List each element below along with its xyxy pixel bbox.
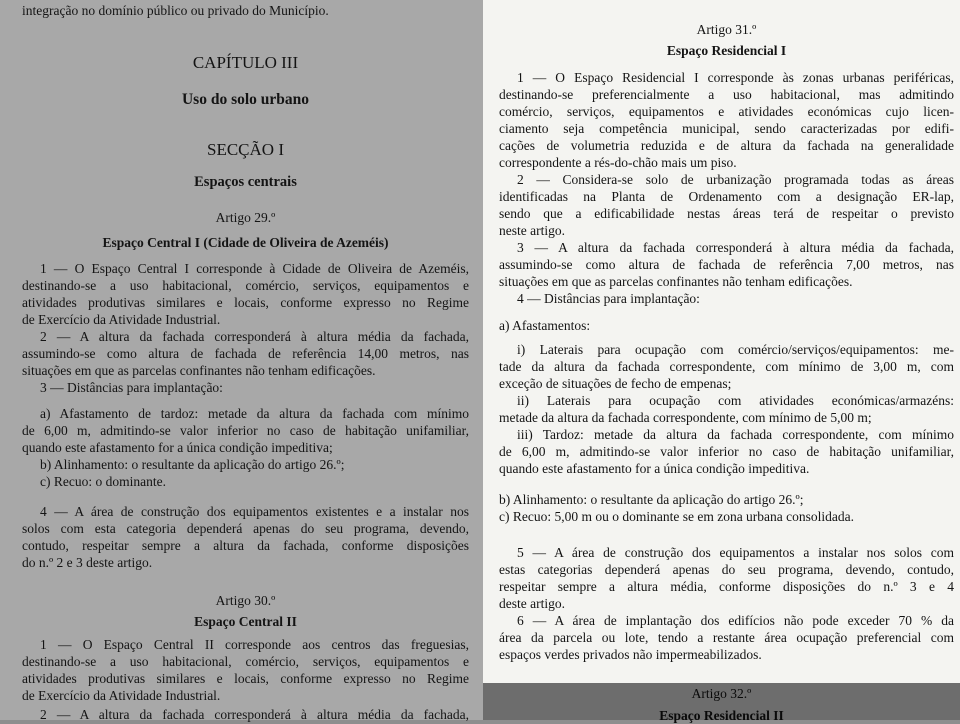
art29-p4-line: 4 — A área de construção dos equipamentos existentes e a instalar nos [40, 504, 469, 519]
right-bottom-strip [483, 683, 960, 723]
art31-p5-line: respeitar sempre a altura média, conforme disposições do n.º 3 e 4 [499, 579, 954, 594]
art31-i-line: exceção de situações de fecho de empenas; [499, 376, 732, 391]
art29-p1-line: atividades produtivas similares e locais, conforme expresso no Regime [22, 295, 469, 310]
art29-p4-line: do n.º 2 e 3 deste artigo. [22, 555, 153, 570]
article-32-label: Artigo 32.º [691, 686, 752, 701]
art31-b: b) Alinhamento: o resultante da aplicação do artigo 26.º; [499, 492, 804, 507]
art31-p1-line: correspondente a rés-do-chão mais um piso. [499, 155, 737, 170]
article-31-title: Espaço Residencial I [666, 43, 787, 58]
art29-a-line: de 6,00 m, admitindo-se valor inferior no caso de habitação unifamiliar, [22, 423, 469, 438]
art31-p1-line: destinando-se preferencialmente a uso habitacional, mas admitindo [499, 87, 954, 102]
art30-p2-line: 2 — A altura da fachada corresponderá à altura média da fachada, [40, 707, 469, 722]
art31-p3-line: assumindo-se como altura de fachada de referência 7,00 metros, nas [499, 257, 954, 272]
art29-p4-line: solos com esta categoria dependerá apenas do seu programa, devendo, [22, 521, 469, 536]
art31-iii-line: iii) Tardoz: metade da altura da fachada correspondente, com mínimo [517, 427, 954, 442]
art31-i-line: tade da altura da fachada correspondente, com mínimo de 3,00 m, com [499, 359, 954, 374]
art31-p2-line: identificadas na Planta de Ordenamento com a designação ER-lap, [499, 189, 954, 204]
article-32-title: Espaço Residencial II [659, 708, 784, 723]
chapter-title: Uso do solo urbano [181, 91, 310, 108]
art30-p1-line: 1 — O Espaço Central II corresponde aos centros das freguesias, [40, 637, 469, 652]
right-page [483, 0, 960, 683]
art31-iii-line: quando este afastamento for a única condição impeditiva. [499, 461, 810, 476]
art31-ii-line: ii) Laterais para ocupação com atividades económicas/armazéns: [517, 393, 954, 408]
art31-p5-line: 5 — A área de construção dos equipamentos a instalar nos solos com [517, 545, 954, 560]
art31-i-line: i) Laterais para ocupação com comércio/serviços/equipamentos: me- [517, 342, 954, 357]
chapter-heading: CAPÍTULO III [192, 53, 299, 72]
art29-p2-line: situações em que as parcelas confinantes não tenham edificações. [22, 363, 376, 378]
art31-p6-line: 6 — A área de implantação dos edifícios não pode exceder 70 % da [517, 613, 954, 628]
article-30-title: Espaço Central II [194, 614, 297, 629]
article-31-label: Artigo 31.º [696, 22, 757, 37]
art30-p1-line: atividades produtivas similares e locais, conforme expresso no Regime [22, 671, 469, 686]
section-heading: SECÇÃO I [207, 140, 284, 159]
article-29-label: Artigo 29.º [215, 210, 276, 225]
art31-iii-line: de 6,00 m, admitindo-se valor inferior no caso de habitação unifamiliar, [499, 444, 954, 459]
art29-p2-line: assumindo-se como altura de fachada de referência 14,00 metros, nas [22, 346, 469, 361]
art29-p1-line: 1 — O Espaço Central I corresponde à Cidade de Oliveira de Azeméis, [40, 261, 469, 276]
art29-p1-line: de Exercício da Atividade Industrial. [22, 312, 221, 327]
art29-p1-line: destinando-se a uso habitacional, comércio, serviços, equipamentos e [22, 278, 469, 293]
art29-c: c) Recuo: o dominante. [40, 474, 166, 489]
art31-p2-line: 2 — Considera-se solo de urbanização programada todas as áreas [517, 172, 954, 187]
art29-b: b) Alinhamento: o resultante da aplicação do artigo 26.º; [40, 457, 345, 472]
art30-p1-line: de Exercício da Atividade Industrial. [22, 688, 221, 703]
art31-p4: 4 — Distâncias para implantação: [517, 291, 700, 306]
art31-p5-line: deste artigo. [499, 596, 565, 611]
art29-p4-line: contudo, respeitar sempre a altura da fachada, conforme disposições [22, 538, 469, 553]
art31-p2-line: sendo que a edificabilidade nestas áreas terá de respeitar o previsto [499, 206, 954, 221]
art31-c: c) Recuo: 5,00 m ou o dominante se em zona urbana consolidada. [499, 509, 855, 524]
art31-p1-line: cações de volumetria reduzida e de altura da fachada na generalidade [499, 138, 954, 153]
art31-p3-line: 3 — A altura da fachada corresponderá à altura média da fachada, [517, 240, 954, 255]
art31-p3-line: situações em que as parcelas confinantes não tenham edificações. [499, 274, 853, 289]
art31-ii-line: metade da altura da fachada correspondente, com mínimo de 5,00 m; [499, 410, 872, 425]
art29-p3: 3 — Distâncias para implantação: [40, 380, 223, 395]
art29-a-line: quando este afastamento for a única condição impeditiva; [22, 440, 333, 455]
article-29-title: Espaço Central I (Cidade de Oliveira de Azeméis) [102, 235, 389, 250]
art31-p1-line: comércio, serviços, equipamentos e atividades económicas cujo licen- [499, 104, 954, 119]
art31-a: a) Afastamentos: [499, 318, 591, 333]
art29-a-line: a) Afastamento de tardoz: metade da altura da fachada com mínimo [40, 406, 469, 421]
article-30-label: Artigo 30.º [215, 593, 276, 608]
art31-p2-line: neste artigo. [499, 223, 565, 238]
art31-p6-line: área da parcela ou lote, tendo a restante área ocupação preferencial com [499, 630, 954, 645]
art31-p5-line: estas categorias dependerá apenas do seu programa, devendo, contudo, [499, 562, 954, 577]
art31-p1-line: ciamento seja competência municipal, sendo caracterizadas por edifi- [499, 121, 954, 136]
section-title: Espaços centrais [194, 174, 297, 190]
art29-p2-line: 2 — A altura da fachada corresponderá à altura média da fachada, [40, 329, 469, 344]
art31-p1-line: 1 — O Espaço Residencial I corresponde às zonas urbanas periféricas, [517, 70, 954, 85]
art30-p1-line: destinando-se a uso habitacional, comércio, serviços, equipamentos e [22, 654, 469, 669]
left-top-line: integração no domínio público ou privado do Município. [22, 3, 329, 18]
art31-p6-line: espaços verdes privados não impermeabilizados. [499, 647, 762, 662]
